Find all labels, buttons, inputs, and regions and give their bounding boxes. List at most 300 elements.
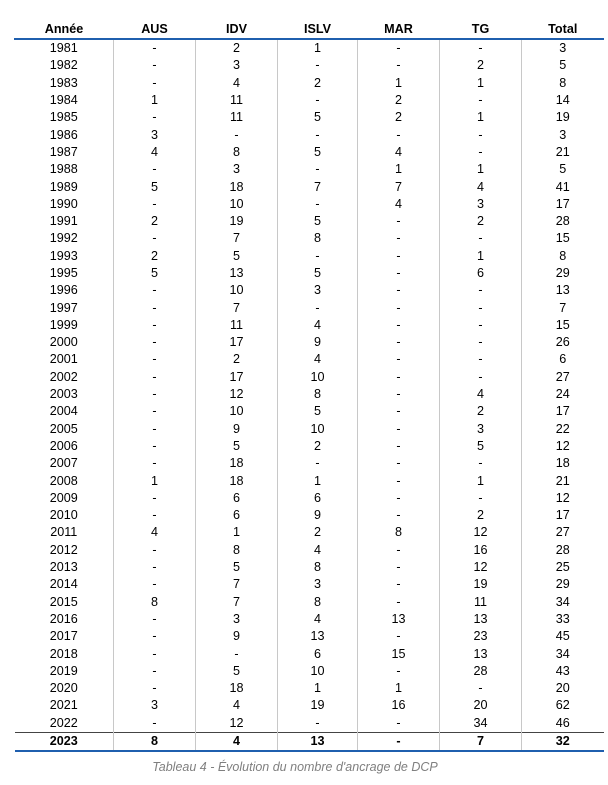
cell-tg: - — [440, 282, 522, 299]
cell-tg: - — [440, 455, 522, 472]
cell-idv: 4 — [196, 697, 278, 714]
cell-mar: 15 — [358, 645, 440, 662]
cell-tg: - — [440, 680, 522, 697]
cell-islv: - — [278, 92, 358, 109]
table-row — [15, 611, 604, 628]
cell-annee: 2002 — [49, 369, 78, 384]
cell-total: 34 — [522, 594, 604, 611]
cell-islv: 10 — [278, 421, 358, 438]
cell-tg: - — [440, 39, 522, 57]
cell-idv: 9 — [196, 421, 278, 438]
cell-mar: - — [358, 213, 440, 230]
cell-idv: 18 — [196, 178, 278, 195]
cell-annee: 1996 — [49, 283, 78, 298]
cell-islv: 2 — [278, 438, 358, 455]
cell-mar: 16 — [358, 697, 440, 714]
cell-annee: 1990 — [49, 196, 78, 211]
cell-tg: 4 — [440, 178, 522, 195]
cell-annee: 2015 — [49, 594, 78, 609]
cell-islv: - — [278, 299, 358, 316]
table-row — [15, 161, 604, 178]
cell-total: 25 — [522, 559, 604, 576]
cell-islv: 6 — [278, 645, 358, 662]
cell-tg: - — [440, 351, 522, 368]
cell-total: 17 — [522, 196, 604, 213]
cell-idv: 7 — [196, 299, 278, 316]
cell-islv: 5 — [278, 265, 358, 282]
cell-aus: 5 — [114, 178, 196, 195]
cell-annee: 1981 — [49, 41, 78, 56]
cell-total: 17 — [522, 507, 604, 524]
cell-mar: - — [358, 438, 440, 455]
table-row-last — [15, 732, 604, 751]
cell-islv: 10 — [278, 369, 358, 386]
cell-idv: 1 — [196, 524, 278, 541]
cell-total: 12 — [522, 490, 604, 507]
cell-islv: - — [278, 196, 358, 213]
cell-islv: 10 — [278, 663, 358, 680]
cell-islv: 13 — [278, 628, 358, 645]
cell-idv: 11 — [196, 92, 278, 109]
cell-idv: 2 — [196, 351, 278, 368]
cell-aus: - — [114, 403, 196, 420]
cell-total: 45 — [522, 628, 604, 645]
cell-aus: - — [114, 576, 196, 593]
cell-islv: 8 — [278, 559, 358, 576]
cell-annee: 1984 — [49, 93, 78, 108]
cell-tg: 11 — [440, 594, 522, 611]
cell-aus: - — [114, 230, 196, 247]
cell-tg: 5 — [440, 438, 522, 455]
table-row — [15, 542, 604, 559]
cell-idv: 5 — [196, 248, 278, 265]
cell-idv: 2 — [196, 39, 278, 57]
cell-aus: - — [114, 645, 196, 662]
cell-islv: - — [278, 455, 358, 472]
cell-aus: - — [114, 438, 196, 455]
cell-idv: 18 — [196, 680, 278, 697]
table-row — [15, 213, 604, 230]
cell-islv: 7 — [278, 178, 358, 195]
cell-total: 19 — [522, 109, 604, 126]
cell-tg: 12 — [440, 524, 522, 541]
cell-mar: 2 — [358, 92, 440, 109]
cell-idv: 3 — [196, 611, 278, 628]
table-row — [15, 92, 604, 109]
cell-idv: 5 — [196, 663, 278, 680]
cell-total: 34 — [522, 645, 604, 662]
cell-total: 5 — [522, 57, 604, 74]
cell-mar: 1 — [358, 75, 440, 92]
cell-mar: 7 — [358, 178, 440, 195]
cell-total: 6 — [522, 351, 604, 368]
cell-tg: - — [440, 334, 522, 351]
cell-idv: 7 — [196, 230, 278, 247]
cell-aus: - — [114, 39, 196, 57]
cell-tg: - — [440, 144, 522, 161]
cell-mar: - — [358, 369, 440, 386]
header-idv: IDV — [196, 20, 278, 39]
cell-islv: 8 — [278, 386, 358, 403]
cell-islv: 4 — [278, 351, 358, 368]
cell-tg: 2 — [440, 213, 522, 230]
cell-total: 41 — [522, 178, 604, 195]
cell-islv: - — [278, 57, 358, 74]
table-row — [15, 576, 604, 593]
cell-total: 28 — [522, 213, 604, 230]
cell-idv: 11 — [196, 109, 278, 126]
header-row — [15, 20, 604, 39]
cell-mar: - — [358, 126, 440, 143]
cell-annee: 1988 — [49, 162, 78, 177]
cell-total: 24 — [522, 386, 604, 403]
cell-idv: - — [196, 126, 278, 143]
cell-tg: - — [440, 230, 522, 247]
cell-aus: - — [114, 663, 196, 680]
cell-aus: - — [114, 57, 196, 74]
cell-tg: 7 — [440, 732, 522, 751]
table-row — [15, 369, 604, 386]
table-row — [15, 455, 604, 472]
cell-annee: 2019 — [49, 663, 78, 678]
cell-tg: 1 — [440, 161, 522, 178]
cell-aus: - — [114, 109, 196, 126]
cell-total: 33 — [522, 611, 604, 628]
cell-mar: - — [358, 230, 440, 247]
cell-mar: - — [358, 403, 440, 420]
cell-mar: - — [358, 57, 440, 74]
cell-total: 5 — [522, 161, 604, 178]
cell-mar: - — [358, 663, 440, 680]
cell-mar: - — [358, 39, 440, 57]
cell-mar: 1 — [358, 161, 440, 178]
cell-annee: 2006 — [49, 438, 78, 453]
cell-mar: - — [358, 299, 440, 316]
cell-idv: - — [196, 645, 278, 662]
cell-islv: - — [278, 715, 358, 733]
cell-idv: 10 — [196, 403, 278, 420]
header-tg: TG — [440, 20, 522, 39]
cell-idv: 9 — [196, 628, 278, 645]
cell-tg: 2 — [440, 507, 522, 524]
cell-mar: - — [358, 282, 440, 299]
cell-aus: 2 — [114, 213, 196, 230]
cell-annee: 1982 — [49, 58, 78, 73]
table-row — [15, 715, 604, 733]
cell-annee: 2005 — [49, 421, 78, 436]
cell-islv: 8 — [278, 594, 358, 611]
cell-annee: 2018 — [49, 646, 78, 661]
cell-aus: - — [114, 282, 196, 299]
cell-aus: - — [114, 628, 196, 645]
cell-mar: - — [358, 421, 440, 438]
cell-total: 20 — [522, 680, 604, 697]
cell-aus: 5 — [114, 265, 196, 282]
cell-annee: 2011 — [50, 525, 78, 540]
cell-mar: 4 — [358, 196, 440, 213]
cell-tg: 3 — [440, 196, 522, 213]
header-annee: Année — [15, 20, 114, 39]
cell-total: 3 — [522, 126, 604, 143]
cell-tg: 28 — [440, 663, 522, 680]
cell-aus: - — [114, 351, 196, 368]
cell-aus: - — [114, 317, 196, 334]
cell-annee: 2017 — [49, 629, 78, 644]
cell-aus: - — [114, 490, 196, 507]
cell-aus: 4 — [114, 144, 196, 161]
cell-total: 17 — [522, 403, 604, 420]
cell-idv: 6 — [196, 490, 278, 507]
cell-aus: 3 — [114, 697, 196, 714]
cell-aus: - — [114, 455, 196, 472]
header-islv: ISLV — [278, 20, 358, 39]
cell-idv: 8 — [196, 144, 278, 161]
cell-islv: 5 — [278, 403, 358, 420]
cell-total: 46 — [522, 715, 604, 733]
cell-annee: 2008 — [49, 473, 78, 488]
cell-idv: 7 — [196, 576, 278, 593]
table-row — [15, 438, 604, 455]
cell-mar: - — [358, 455, 440, 472]
cell-islv: 3 — [278, 576, 358, 593]
cell-mar: - — [358, 386, 440, 403]
cell-islv: 19 — [278, 697, 358, 714]
cell-islv: - — [278, 248, 358, 265]
cell-islv: 5 — [278, 213, 358, 230]
cell-idv: 4 — [196, 75, 278, 92]
table-row — [15, 386, 604, 403]
cell-aus: 3 — [114, 126, 196, 143]
table-row — [15, 109, 604, 126]
cell-tg: 23 — [440, 628, 522, 645]
cell-islv: 4 — [278, 317, 358, 334]
cell-mar: - — [358, 472, 440, 489]
cell-islv: 5 — [278, 109, 358, 126]
cell-total: 43 — [522, 663, 604, 680]
cell-aus: 8 — [114, 594, 196, 611]
cell-idv: 11 — [196, 317, 278, 334]
cell-mar: - — [358, 715, 440, 733]
cell-aus: - — [114, 421, 196, 438]
cell-annee: 1986 — [49, 127, 78, 142]
cell-mar: - — [358, 628, 440, 645]
cell-aus: - — [114, 334, 196, 351]
cell-annee: 1987 — [49, 144, 78, 159]
cell-aus: - — [114, 559, 196, 576]
cell-aus: - — [114, 680, 196, 697]
cell-aus: 1 — [114, 92, 196, 109]
cell-tg: 4 — [440, 386, 522, 403]
cell-total: 15 — [522, 317, 604, 334]
table-row — [15, 594, 604, 611]
cell-mar: 4 — [358, 144, 440, 161]
table-row — [15, 472, 604, 489]
cell-annee: 2001 — [49, 352, 78, 367]
cell-aus: 4 — [114, 524, 196, 541]
cell-mar: - — [358, 576, 440, 593]
cell-total: 15 — [522, 230, 604, 247]
cell-idv: 5 — [196, 559, 278, 576]
cell-tg: 16 — [440, 542, 522, 559]
cell-tg: 1 — [440, 472, 522, 489]
cell-idv: 13 — [196, 265, 278, 282]
cell-total: 3 — [522, 39, 604, 57]
table-row — [15, 334, 604, 351]
cell-idv: 18 — [196, 455, 278, 472]
cell-aus: - — [114, 611, 196, 628]
cell-annee: 1991 — [49, 214, 78, 229]
table-row — [15, 265, 604, 282]
cell-total: 62 — [522, 697, 604, 714]
cell-mar: 2 — [358, 109, 440, 126]
cell-annee: 1989 — [49, 179, 78, 194]
cell-idv: 10 — [196, 196, 278, 213]
cell-mar: - — [358, 265, 440, 282]
cell-mar: - — [358, 559, 440, 576]
cell-aus: - — [114, 369, 196, 386]
cell-annee: 2010 — [49, 508, 78, 523]
cell-idv: 12 — [196, 715, 278, 733]
cell-total: 8 — [522, 248, 604, 265]
cell-mar: - — [358, 732, 440, 751]
cell-idv: 3 — [196, 57, 278, 74]
cell-islv: 1 — [278, 39, 358, 57]
cell-annee: 2000 — [49, 335, 78, 350]
cell-annee: 2012 — [49, 542, 78, 557]
cell-idv: 17 — [196, 334, 278, 351]
table-row — [15, 524, 604, 541]
table-row — [15, 507, 604, 524]
table-body — [15, 39, 604, 751]
cell-mar: 1 — [358, 680, 440, 697]
cell-aus: 8 — [114, 732, 196, 751]
cell-annee: 2021 — [49, 698, 78, 713]
header-mar: MAR — [358, 20, 440, 39]
table-row — [15, 75, 604, 92]
cell-annee: 1995 — [49, 266, 78, 280]
cell-total: 27 — [522, 369, 604, 386]
table-row — [15, 282, 604, 299]
cell-tg: - — [440, 299, 522, 316]
cell-tg: - — [440, 369, 522, 386]
cell-islv: 4 — [278, 542, 358, 559]
cell-idv: 10 — [196, 282, 278, 299]
cell-aus: - — [114, 542, 196, 559]
cell-tg: - — [440, 317, 522, 334]
cell-mar: - — [358, 507, 440, 524]
cell-total: 29 — [522, 265, 604, 282]
cell-aus: - — [114, 507, 196, 524]
table-row — [15, 299, 604, 316]
cell-annee: 1985 — [49, 110, 78, 125]
cell-tg: - — [440, 126, 522, 143]
table-row — [15, 317, 604, 334]
table-row — [15, 178, 604, 195]
cell-mar: - — [358, 317, 440, 334]
cell-islv: 8 — [278, 230, 358, 247]
table-row — [15, 39, 604, 57]
cell-annee: 1997 — [49, 300, 78, 315]
cell-mar: - — [358, 248, 440, 265]
cell-total: 22 — [522, 421, 604, 438]
cell-annee: 1999 — [49, 317, 78, 332]
cell-mar: - — [358, 334, 440, 351]
cell-idv: 4 — [196, 732, 278, 751]
cell-annee: 2020 — [49, 681, 78, 696]
cell-annee: 2016 — [49, 611, 78, 626]
cell-tg: 2 — [440, 403, 522, 420]
cell-total: 32 — [522, 732, 604, 751]
cell-annee: 2022 — [49, 715, 78, 730]
cell-total: 28 — [522, 542, 604, 559]
cell-idv: 3 — [196, 161, 278, 178]
cell-total: 27 — [522, 524, 604, 541]
cell-total: 29 — [522, 576, 604, 593]
cell-total: 21 — [522, 472, 604, 489]
cell-annee: 1993 — [49, 248, 78, 263]
cell-aus: - — [114, 196, 196, 213]
cell-total: 14 — [522, 92, 604, 109]
table-row — [15, 663, 604, 680]
cell-annee: 1983 — [49, 75, 78, 90]
cell-islv: 1 — [278, 472, 358, 489]
table-row — [15, 144, 604, 161]
cell-mar: 8 — [358, 524, 440, 541]
cell-aus: 2 — [114, 248, 196, 265]
cell-islv: 2 — [278, 524, 358, 541]
cell-aus: - — [114, 161, 196, 178]
cell-aus: - — [114, 75, 196, 92]
cell-tg: - — [440, 92, 522, 109]
cell-annee: 2023 — [15, 732, 114, 751]
cell-idv: 18 — [196, 472, 278, 489]
cell-aus: - — [114, 715, 196, 733]
cell-islv: 4 — [278, 611, 358, 628]
cell-tg: 2 — [440, 57, 522, 74]
cell-islv: 5 — [278, 144, 358, 161]
cell-idv: 6 — [196, 507, 278, 524]
cell-aus: - — [114, 386, 196, 403]
dcp-table — [14, 20, 604, 752]
table-row — [15, 351, 604, 368]
cell-idv: 7 — [196, 594, 278, 611]
table-row — [15, 490, 604, 507]
table-row — [15, 421, 604, 438]
table-row — [15, 403, 604, 420]
cell-total: 8 — [522, 75, 604, 92]
cell-total: 7 — [522, 299, 604, 316]
table-row — [15, 645, 604, 662]
cell-idv: 19 — [196, 213, 278, 230]
cell-islv: 3 — [278, 282, 358, 299]
cell-tg: 1 — [440, 248, 522, 265]
cell-aus: - — [114, 299, 196, 316]
cell-total: 21 — [522, 144, 604, 161]
cell-islv: 9 — [278, 334, 358, 351]
table-row — [15, 126, 604, 143]
cell-islv: 1 — [278, 680, 358, 697]
header-aus: AUS — [114, 20, 196, 39]
cell-islv: - — [278, 161, 358, 178]
cell-mar: - — [358, 351, 440, 368]
cell-idv: 5 — [196, 438, 278, 455]
cell-tg: 19 — [440, 576, 522, 593]
cell-idv: 8 — [196, 542, 278, 559]
cell-tg: 13 — [440, 611, 522, 628]
cell-mar: - — [358, 490, 440, 507]
cell-aus: 1 — [114, 472, 196, 489]
cell-tg: - — [440, 490, 522, 507]
